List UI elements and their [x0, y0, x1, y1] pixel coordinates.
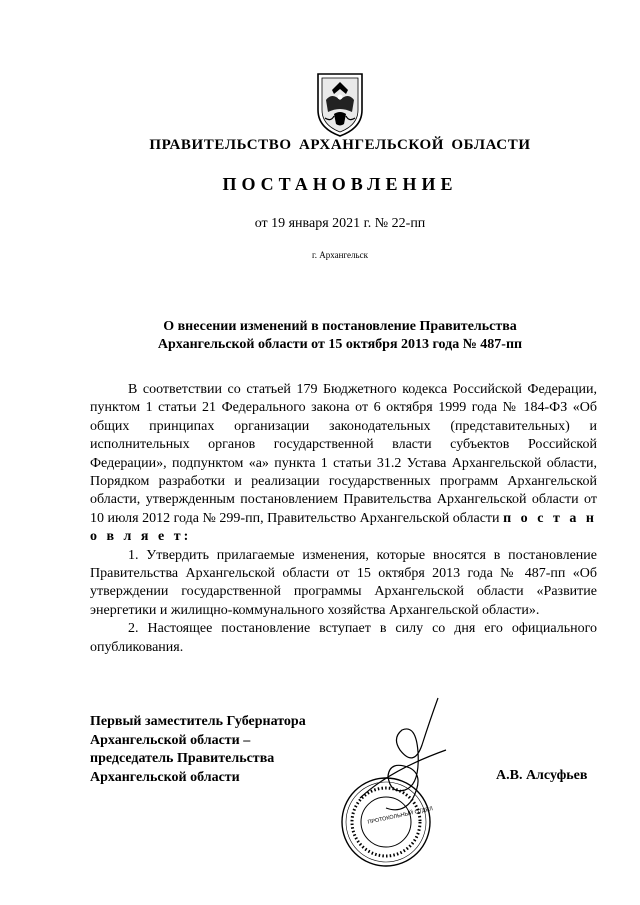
stamp-text: ПРОТОКОЛЬНЫЙ ОТДЕЛ [367, 806, 434, 826]
document-city: г. Архангельск [312, 250, 368, 260]
signatory-title [90, 713, 350, 787]
signatory-title-line: Архангельской области – [90, 732, 251, 748]
document-body [90, 381, 597, 657]
coat-of-arms-emblem [312, 70, 368, 138]
document-date-number: от 19 января 2021 г. № 22-пп [254, 216, 426, 231]
document-title [90, 318, 590, 354]
item-1-paragraph: 1. Утвердить прилагаемые изменения, которые вносятся в постановление Правительства Архангельской области от 15 октября 2013 года № 487-пп «Об утверждении государственной программы Архангельской области «Развитие энергетики и жилищно-коммунального хозяйства Архангельской области». [90, 547, 597, 618]
signature-and-stamp [330, 690, 450, 895]
document-type: ПОСТАНОВЛЕНИЕ [222, 174, 458, 194]
signatory-title-line: председатель Правительства [90, 751, 275, 766]
preamble-paragraph [90, 381, 597, 547]
signatory-title-line: Первый заместитель Губернатора [90, 714, 306, 729]
title-line-1: О внесении изменений в постановление Правительства [163, 319, 517, 334]
item-2-paragraph: 2. Настоящее постановление вступает в силу со дня его официального опубликования. [90, 621, 597, 655]
organization-name: ПРАВИТЕЛЬСТВО АРХАНГЕЛЬСКОЙ ОБЛАСТИ [149, 137, 531, 153]
round-stamp [342, 778, 434, 866]
signatory-title-line: Архангельской области [90, 769, 240, 785]
preamble-text: В соответствии со статьей 179 Бюджетного кодекса Российской Федерации, пунктом 1 статьи 21 Федерального закона от 6 октября 1999 года № 184-ФЗ «Об общих принципах организации законодательных (представительных) и исполнительных органов государственной власти субъектов Российской Федерации», подпунктом «а» пункта 1 статьи 31.2 Устава Архангельской области, Порядком разработки и реализации государственных программ Архангельской области, утвержденным постановлением Правительства Архангельской области от 10 июля 2012 года № 299-пп, Правительство Архангельской области [90, 382, 597, 526]
signatory-name: А.В. Алсуфьев [496, 768, 588, 783]
resolves-text: п о с т а н о в л я е т: [90, 510, 597, 545]
title-line-2: Архангельской области от 15 октября 2013 года № 487-пп [157, 337, 523, 352]
